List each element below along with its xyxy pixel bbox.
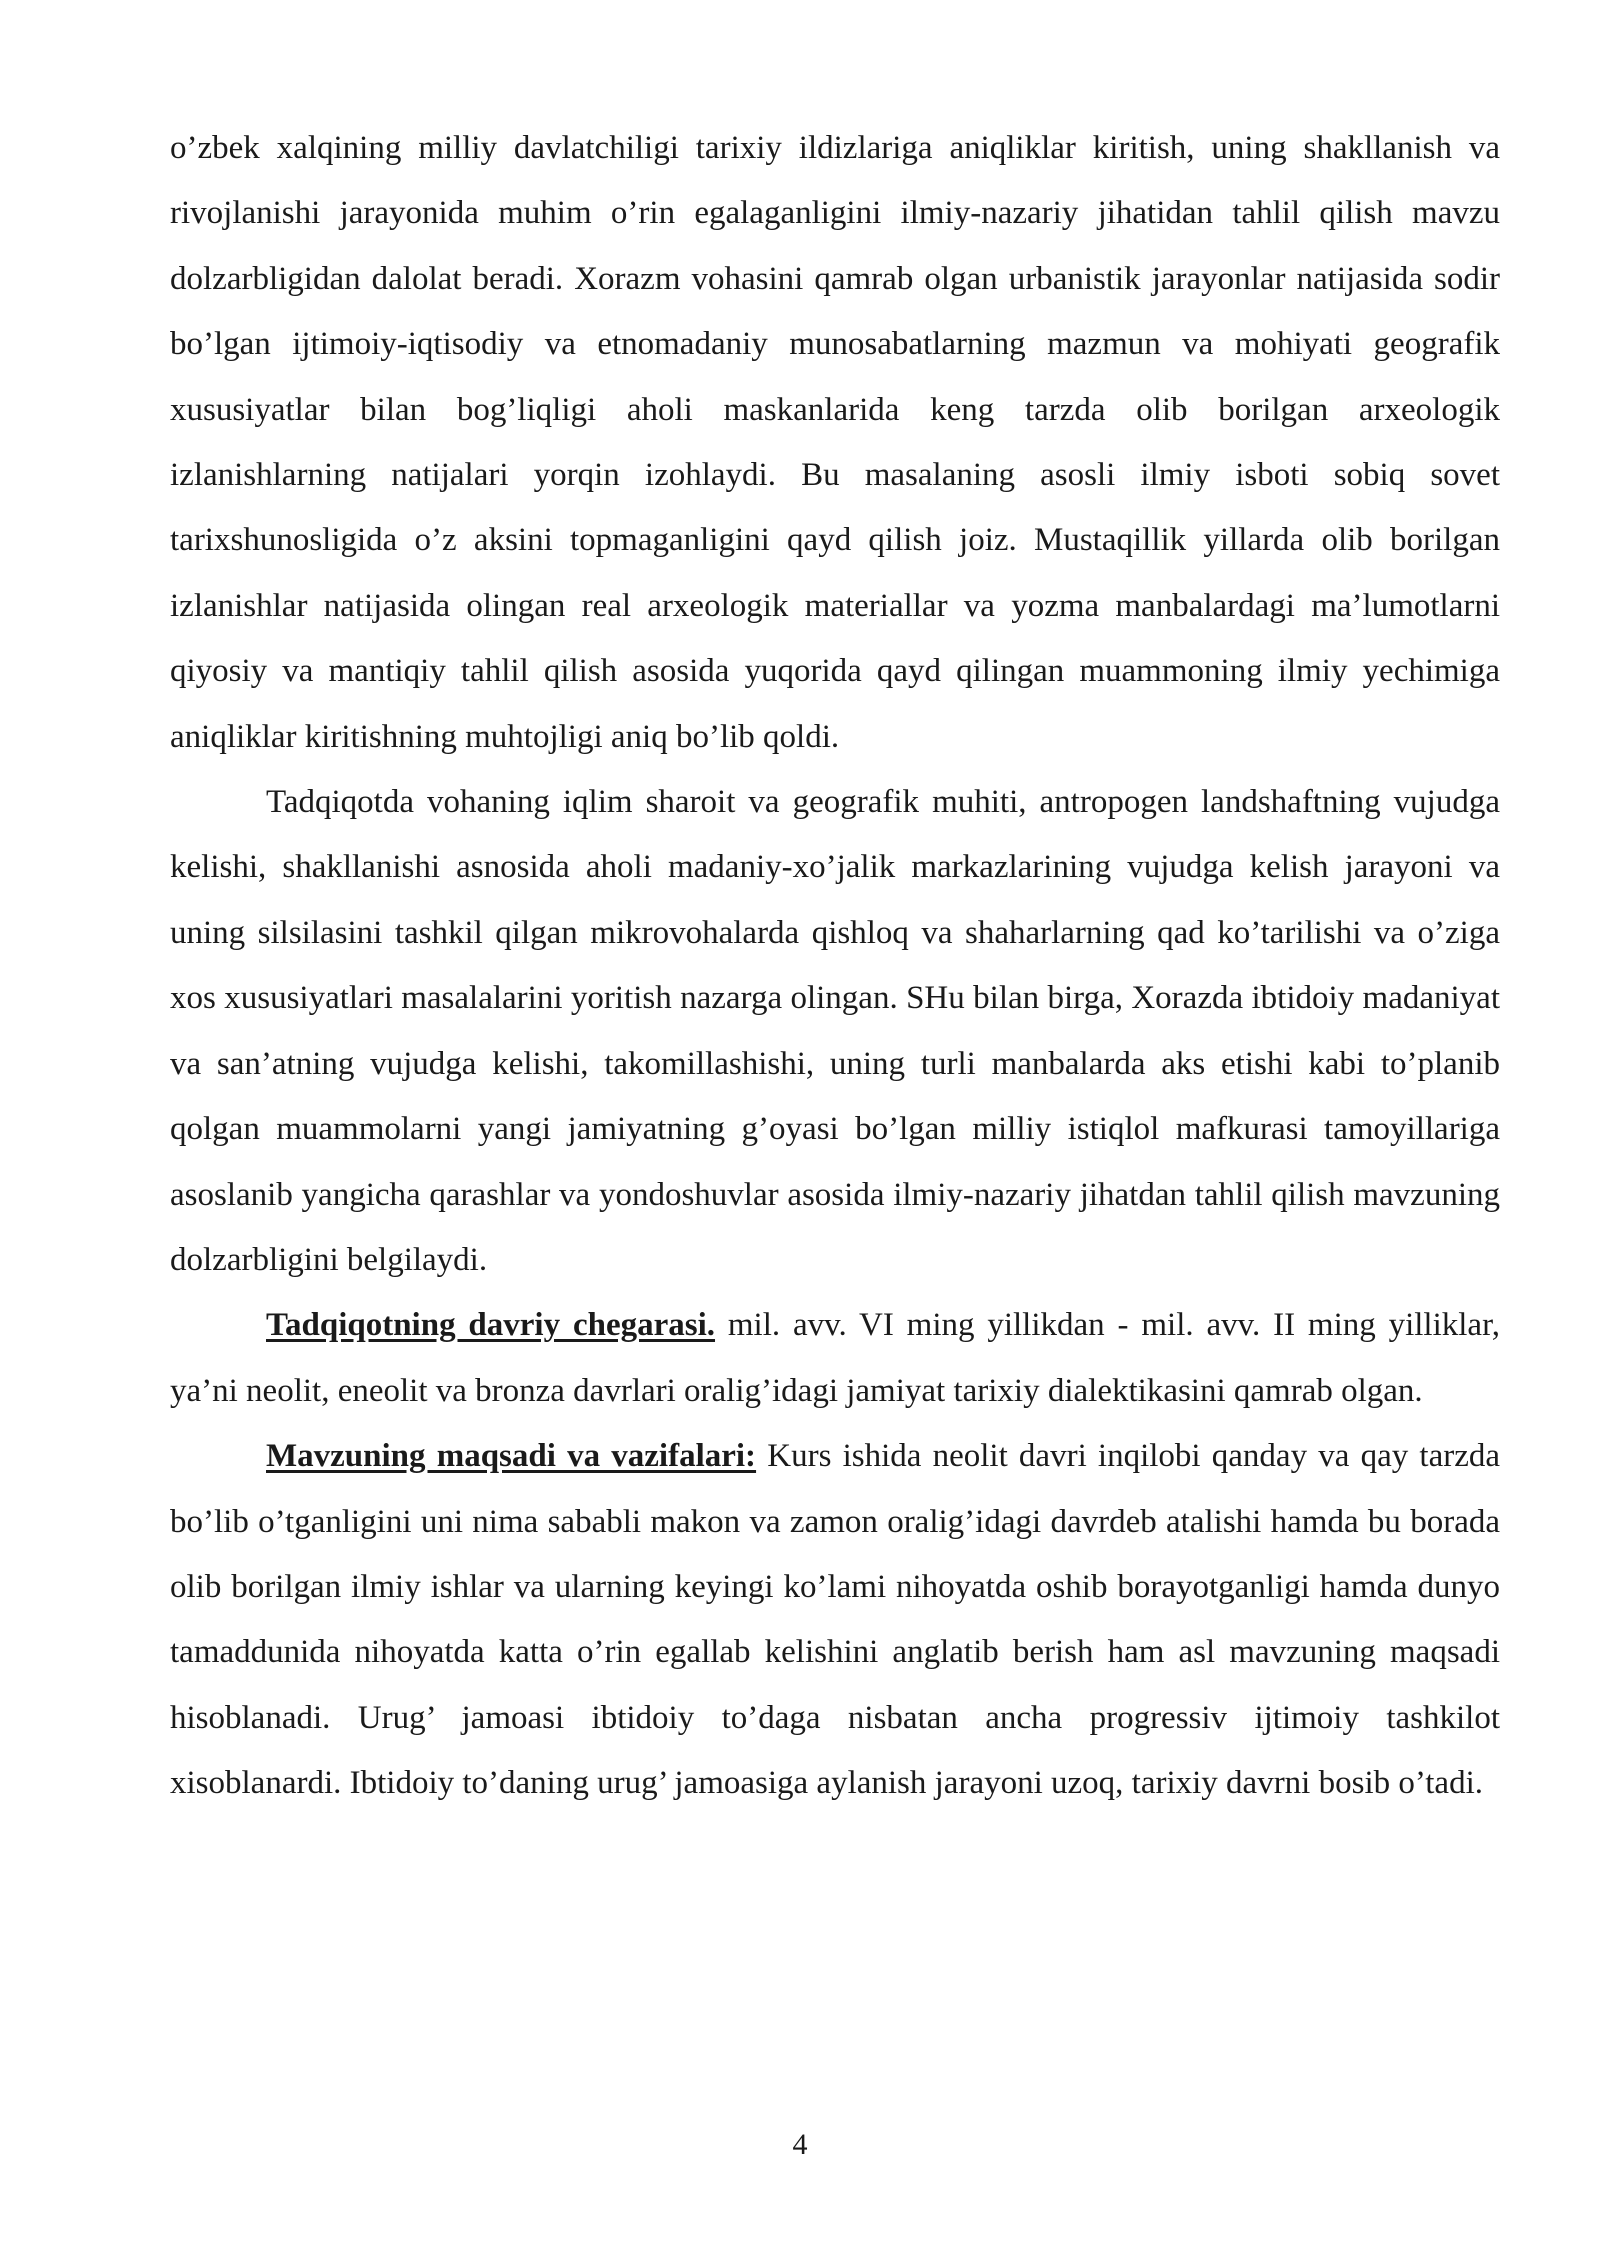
page-number: 4 xyxy=(792,2128,808,2161)
paragraph-chronological-scope xyxy=(170,1293,1500,1424)
paragraph-text: mil. avv. VI ming yillikdan - mil. avv. II ming yilliklar, ya’ni neolit, eneolit va bronza davrlari oralig’idagi jamiyat tarixiy dialektikasini qamrab olgan. xyxy=(170,1307,1501,1409)
paragraph-continuation xyxy=(170,116,1500,770)
paragraph-text: Kurs ishida neolit davri inqilobi qanday va qay tarzda bo’lib o’tganligini uni nima sababli makon va zamon oralig’idagi davrdeb atalishi hamda bu borada olib borilgan ilmiy ishlar va ularning keyingi ko’lami nihoyatda oshib borayotganligi hamda dunyo tamaddunida nihoyatda katta o’rin egallab kelishini anglatib berish ham asl mavzuning maqsadi hisoblanadi. Urug’ jamoasi ibtidoiy to’daga nisbatan ancha progressiv ijtimoiy tashkilot xisoblanardi. Ibtidoiy to’daning urug’ jamoasiga aylanish jarayoni uzoq, tarixiy davrni bosib o’tadi. xyxy=(170,1438,1500,1802)
section-heading-chronological-scope: Tadqiqotning davriy chegarasi. xyxy=(266,1307,716,1344)
section-heading-goals: Mavzuning maqsadi va vazifalari: xyxy=(266,1438,757,1475)
paragraph-relevance xyxy=(170,770,1500,1293)
paragraph-goals xyxy=(170,1424,1500,1816)
paragraph-text: Tadqiqotda vohaning iqlim sharoit va geografik muhiti, antropogen landshaftning vujudga kelishi, shakllanishi asnosida aholi madaniy-xo’jalik markazlarining vujudga kelish jarayoni va uning silsilasini tashkil qilgan mikrovohalarda qishloq va shaharlarning qad ko’tarilishi va o’ziga xos xususiyatlari masalalarini yoritish nazarga olingan. SHu bilan birga, Xorazda ibtidoiy madaniyat va san’atning vujudga kelishi, takomillashishi, uning turli manbalarda aks etishi kabi to’planib qolgan muammolarni yangi jamiyatning g’oyasi bo’lgan milliy istiqlol mafkurasi tamoyillariga asoslanib yangicha qarashlar va yondoshuvlar asosida ilmiy-nazariy jihatdan tahlil qilish mavzuning dolzarbligini belgilaydi. xyxy=(170,784,1500,1278)
paragraph-text: o’zbek xalqining milliy davlatchiligi tarixiy ildizlariga aniqliklar kiritish, uning shakllanish va rivojlanishi jarayonida muhim o’rin egalaganligini ilmiy-nazariy jihatidan tahlil qilish mavzu dolzarbligidan dalolat beradi. Xorazm vohasini qamrab olgan urbanistik jarayonlar natijasida sodir bo’lgan ijtimoiy-iqtisodiy va etnomadaniy munosabatlarning mazmun va mohiyati geografik xususiyatlar bilan bog’liqligi aholi maskanlarida keng tarzda olib borilgan arxeologik izlanishlarning natijalari yorqin izohlaydi. Bu masalaning asosli ilmiy isboti sobiq sovet tarixshunosligida o’z aksini topmaganligini qayd qilish joiz. Mustaqillik yillarda olib borilgan izlanishlar natijasida olingan real arxeologik materiallar va yozma manbalardagi ma’lumotlarni qiyosiy va mantiqiy tahlil qilish asosida yuqorida qayd qilingan muammoning ilmiy yechimiga aniqliklar kiritishning muhtojligi aniq bo’lib qoldi. xyxy=(170,130,1500,755)
body-text xyxy=(170,116,1500,1817)
